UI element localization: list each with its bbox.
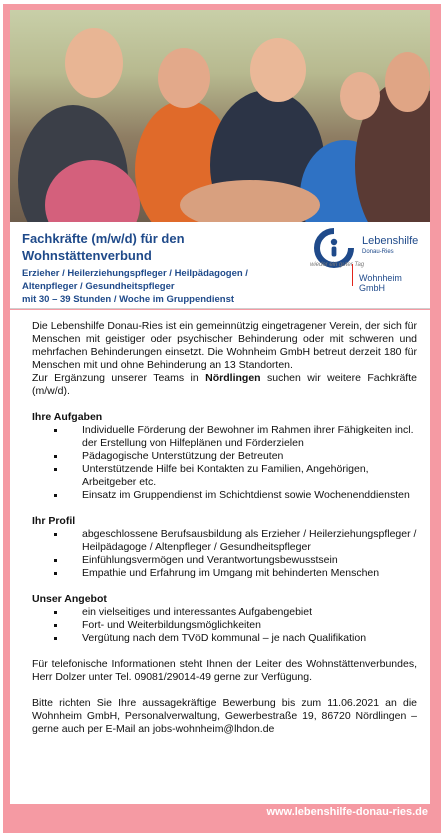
- team-photo: [10, 10, 430, 222]
- list-item: Pädagogische Unterstützung der Betreuten: [54, 450, 417, 463]
- logo-wohnheim: Wohnheim GmbH: [352, 264, 426, 286]
- list-item: Einsatz im Gruppendienst im Schichtdienst sowie Wochenenddiensten: [54, 489, 417, 502]
- job-hours: mit 30 – 39 Stunden / Woche im Gruppendienst: [22, 294, 235, 305]
- photo-face-1: [65, 28, 123, 98]
- intro-p2-location: Nördlingen: [205, 372, 261, 384]
- list-item: Vergütung nach dem TVöD kommunal – je nach Qualifikation: [54, 632, 417, 645]
- contact-application-paragraph: Bitte richten Sie Ihre aussagekräftige Bewerbung bis zum 11.06.2021 an die Wohnheim GmbH, Personalverwaltung, Gewerbestraße 19, 86720 Nördlingen – gerne auch per E-Mail an jobs-wohnheim@lhdon.de: [32, 697, 417, 735]
- logo-slogan: wieder ein guter Tag: [310, 262, 365, 268]
- section-heading-profil: Ihr Profil: [32, 515, 76, 527]
- list-profil: [32, 528, 417, 580]
- spacer: [32, 645, 417, 658]
- intro-paragraph-1: Die Lebenshilfe Donau-Ries ist ein gemeinnützig eingetragener Verein, der sich für Menschen mit geistiger oder psychischer Behinderung oder mit schweren und mehrfachen Behinderungen einsetzt. Die Wohnheim GmbH betreut derzeit 180 für Menschen mit und ohne Behinderung an 13 Standorten.: [32, 320, 417, 371]
- intro-paragraph-2: [32, 372, 417, 398]
- section-heading-angebot: Unser Angebot: [32, 593, 107, 605]
- job-header: [22, 230, 322, 306]
- job-title-line-1: Fachkräfte (m/w/d) für den: [22, 231, 185, 246]
- footer-website-link[interactable]: www.lebenshilfe-donau-ries.de: [266, 806, 428, 818]
- section-heading-aufgaben: Ihre Aufgaben: [32, 411, 103, 423]
- spacer: [32, 684, 417, 697]
- lebenshilfe-logo: [308, 226, 430, 293]
- list-aufgaben: [32, 424, 417, 502]
- job-roles-line-2: Altenpfleger / Gesundheitspfleger: [22, 281, 175, 292]
- list-item: Einfühlungsvermögen und Verantwortungsbewusstsein: [54, 554, 417, 567]
- logo-region: Donau-Ries: [362, 249, 394, 255]
- list-item: Empathie und Erfahrung im Umgang mit behinderten Menschen: [54, 567, 417, 580]
- photo-face-5: [385, 52, 430, 112]
- list-angebot: [32, 606, 417, 645]
- photo-hands: [180, 180, 320, 222]
- photo-face-4: [340, 72, 380, 120]
- logo-name: Lebenshilfe: [362, 235, 419, 247]
- job-title-line-2: Wohnstättenverbund: [22, 248, 152, 263]
- list-item: Fort- und Weiterbildungsmöglichkeiten: [54, 619, 417, 632]
- intro-p2-after: suchen wir weitere Fachkräfte (m/w/d).: [32, 372, 417, 397]
- list-item: Individuelle Förderung der Bewohner im Rahmen ihrer Fähigkeiten incl. der Erstellung von Hilfeplänen und Förderzielen: [54, 424, 417, 450]
- contact-phone-paragraph: Für telefonische Informationen steht Ihnen der Leiter des Wohnstättenverbundes, Herr Dolzer unter Tel. 09081/29014-49 gerne zur Verfügung.: [32, 658, 417, 683]
- job-roles-line-1: Erzieher / Heilerziehungspfleger / Heilpädagogen /: [22, 268, 248, 279]
- intro-p2-before: Zur Ergänzung unserer Teams in: [32, 372, 206, 384]
- list-item: abgeschlossene Berufsausbildung als Erzieher / Heilerziehungspfleger / Heilpädagoge / Altenpfleger / Gesundheitspfleger: [54, 528, 417, 554]
- list-item: Unterstützende Hilfe bei Kontakten zu Familien, Angehörigen, Arbeitgeber etc.: [54, 463, 417, 489]
- photo-face-3: [250, 38, 306, 102]
- list-item: ein vielseitiges und interessantes Aufgabengebiet: [54, 606, 417, 619]
- ad-body: [10, 310, 430, 804]
- photo-face-2: [158, 48, 210, 108]
- job-roles: [22, 267, 322, 306]
